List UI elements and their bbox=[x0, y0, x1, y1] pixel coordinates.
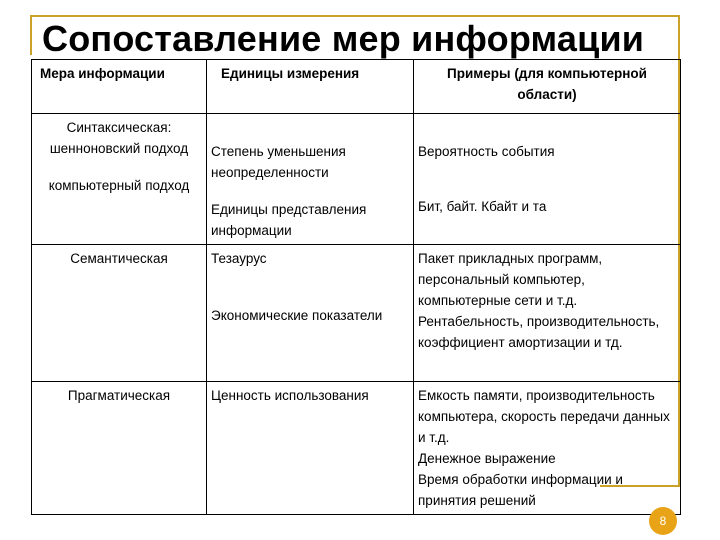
measure-text: Синтаксическая: bbox=[66, 120, 172, 135]
units-text: Степень уменьшения неопределенности bbox=[211, 144, 346, 180]
cell-units bbox=[207, 114, 414, 245]
cell-examples bbox=[414, 114, 681, 245]
page-number-badge: 8 bbox=[649, 507, 677, 535]
units-text: Экономические показатели bbox=[211, 308, 383, 323]
examples-text: Бит, байт. Кбайт и та bbox=[418, 199, 547, 214]
table-row bbox=[32, 114, 681, 245]
spacer bbox=[211, 183, 409, 199]
comparison-table bbox=[31, 59, 681, 515]
examples-text: Время обработки информации и принятия решений bbox=[418, 472, 623, 508]
examples-text: Емкость памяти, производительность компьютера, скорость передачи данных и т.д. bbox=[418, 388, 670, 445]
units-text: Тезаурус bbox=[211, 251, 267, 266]
examples-text: Вероятность события bbox=[418, 144, 555, 159]
cell-examples bbox=[414, 245, 681, 382]
units-text: Единицы представления информации bbox=[211, 202, 367, 238]
spacer bbox=[211, 269, 409, 305]
examples-text: Рентабельность, производительность, коэффициент амортизации и тд. bbox=[418, 314, 660, 350]
frame-left-line bbox=[30, 15, 32, 55]
cell-units bbox=[207, 382, 414, 515]
table-header-row bbox=[32, 60, 681, 114]
cell-measure bbox=[32, 245, 207, 382]
header-measure: Мера информации bbox=[32, 60, 207, 114]
spacer bbox=[36, 159, 202, 175]
measure-text: Семантическая bbox=[70, 251, 168, 266]
spacer bbox=[418, 162, 676, 196]
measure-text: шенноновский подход bbox=[49, 141, 189, 156]
measure-text: Прагматическая bbox=[67, 388, 171, 403]
examples-text: Пакет прикладных программ, персональный компьютер, компьютерные сети и т.д. bbox=[418, 251, 603, 308]
measure-text: компьютерный подход bbox=[48, 178, 190, 193]
frame-top-line bbox=[30, 15, 680, 17]
table-row bbox=[32, 382, 681, 515]
spacer bbox=[211, 117, 409, 141]
examples-text: Денежное выражение bbox=[418, 451, 556, 466]
cell-measure bbox=[32, 114, 207, 245]
cell-examples bbox=[414, 382, 681, 515]
cell-units bbox=[207, 245, 414, 382]
units-text: Ценность использования bbox=[211, 388, 369, 403]
slide-title: Сопоставление мер информации bbox=[42, 18, 645, 59]
header-units: Единицы измерения bbox=[207, 60, 414, 114]
header-examples: Примеры (для компьютерной области) bbox=[414, 60, 681, 114]
cell-measure bbox=[32, 382, 207, 515]
spacer bbox=[418, 117, 676, 141]
table-row bbox=[32, 245, 681, 382]
